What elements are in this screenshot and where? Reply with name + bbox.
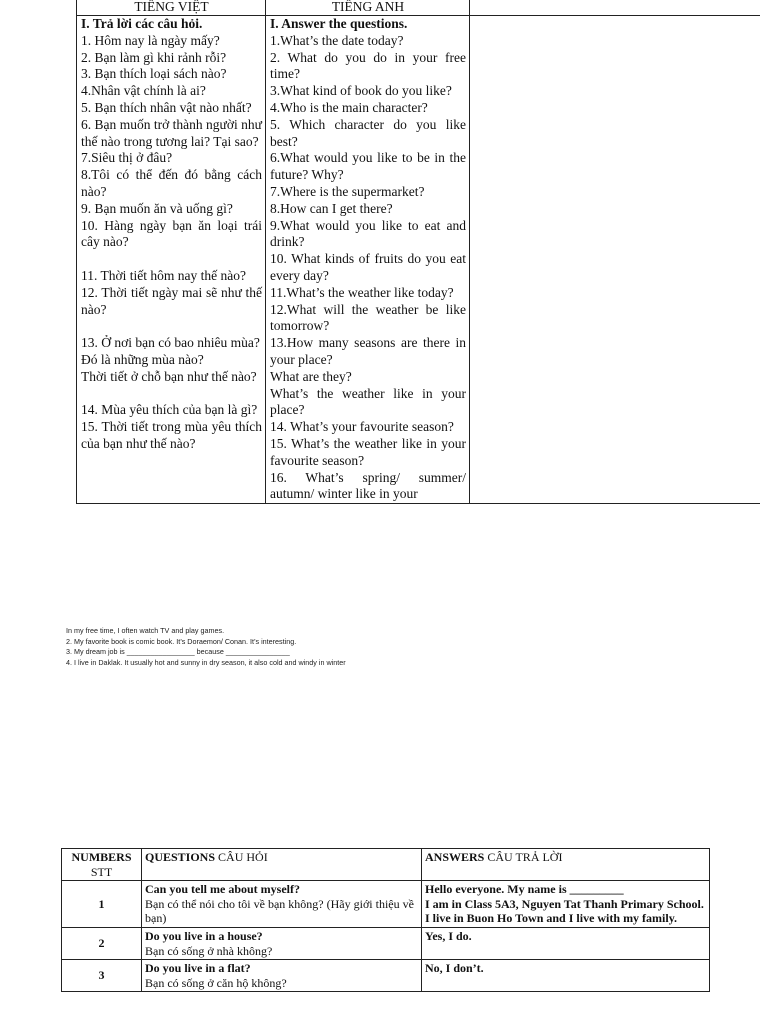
english-line: 4.Who is the main character? [270,99,428,115]
answer-cell [422,881,710,928]
header-vietnamese: TIẾNG VIỆT [77,0,266,16]
english-line: 2. What do you do in your free time? [270,49,466,82]
vietnamese-line: 5. Bạn thích nhân vật nào nhất? [81,99,252,115]
header-questions [142,849,422,881]
question-english: Can you tell me about myself? [145,882,300,897]
header-numbers-sub: STT [90,864,113,879]
header-questions-label: QUESTIONS [145,850,216,864]
empty-column [470,16,761,504]
header-numbers [62,849,142,881]
english-line: 16. What’s spring/ summer/ autumn/ winter like in your [270,469,466,502]
question-vietnamese: Bạn có sống ở căn hộ không? [145,975,287,990]
note-line: 4. I live in Daklak. It usually hot and sunny in dry season, it also cold and windy in winter [66,657,346,667]
english-line: 13.How many seasons are there in your place? [270,335,466,367]
question-vietnamese: Bạn có sống ở nhà không? [145,943,273,958]
vietnamese-line: 14. Mùa yêu thích của bạn là gì? [81,402,258,418]
table-header-row [77,0,761,16]
answer-cell [422,960,710,992]
vietnamese-line [81,251,262,268]
note-line: 3. My dream job is _________________ because ________________ [66,647,290,657]
header-answers-sub: CÂU TRẢ LỜI [484,850,563,864]
question-translation-table [76,0,760,504]
vietnamese-line: 11. Thời tiết hôm nay thế nào? [81,267,246,283]
vietnamese-column [77,16,266,504]
vietnamese-line [81,318,262,335]
answer-cell [422,927,710,959]
table-row [62,881,710,928]
answer-line: Hello everyone. My name is _________ [425,882,624,897]
table-row [62,960,710,992]
table-body-row [77,16,761,504]
vietnamese-line [81,386,262,403]
vietnamese-line: 6. Bạn muốn trở thành người như thế nào trong tương lai? Tại sao? [81,116,262,149]
note-line: 2. My favorite book is comic book. It’s Doraemon/ Conan. It’s interesting. [66,636,297,646]
table-row [62,927,710,959]
english-line: 7.Where is the supermarket? [270,183,425,199]
english-line: 12.What will the weather be like tomorrow? [270,301,466,334]
english-column [266,16,470,504]
english-line: 8.How can I get there? [270,200,393,216]
question-english: Do you live in a house? [145,928,263,943]
answer-line: No, I don’t. [425,961,484,976]
vietnamese-line: Đó là những mùa nào? [81,351,204,367]
header-empty [470,0,761,16]
english-line: 6.What would you like to be in the future? Why? [270,150,466,183]
header-answers-label: ANSWERS [425,850,485,864]
header-numbers-label: NUMBERS [71,850,132,864]
english-line: 1.What’s the date today? [270,32,404,48]
answer-line: I am in Class 5A3, Nguyen Tat Thanh Primary School. [425,896,704,911]
vietnamese-line: 3. Bạn thích loại sách nào? [81,66,227,82]
vietnamese-line: 4.Nhân vật chính là ai? [81,83,206,99]
answer-line: I live in Buon Ho Town and I live with my family. [425,911,678,926]
note-line: In my free time, I often watch TV and play games. [66,626,225,635]
questions-answers-table [61,848,710,992]
header-english: TIẾNG ANH [266,0,470,16]
question-english: Do you live in a flat? [145,961,251,976]
row-number: 3 [62,960,142,992]
header-questions-sub: CÂU HỎI [215,850,268,864]
vietnamese-line: 13. Ở nơi bạn có bao nhiêu mùa? [81,335,260,351]
header-answers [422,849,710,881]
vietnamese-line: 10. Hàng ngày bạn ăn loại trái cây nào? [81,217,262,250]
row-number: 1 [62,881,142,928]
question-cell [142,960,422,992]
vocabulary-table-top [76,0,760,543]
vietnamese-line: 2. Bạn làm gì khi rảnh rỗi? [81,49,227,65]
answer-line: Yes, I do. [425,928,472,943]
english-line: 14. What’s your favourite season? [270,419,454,435]
english-line: 10. What kinds of fruits do you eat every day? [270,251,466,283]
vietnamese-line: I. Trả lời các câu hỏi. [81,16,203,31]
english-line: 9.What would you like to eat and drink? [270,217,466,250]
english-line: 11.What’s the weather like today? [270,284,454,300]
vietnamese-line: 7.Siêu thị ở đâu? [81,150,173,166]
vietnamese-line: 12. Thời tiết ngày mai sẽ như thế nào? [81,284,262,317]
english-line: I. Answer the questions. [270,16,408,31]
question-cell [142,881,422,928]
english-line: 5. Which character do you like best? [270,116,466,149]
vietnamese-line: 8.Tôi có thể đến đó bằng cách nào? [81,167,262,199]
vietnamese-line: Thời tiết ở chỗ bạn như thế nào? [81,368,257,384]
row-number: 2 [62,927,142,959]
qa-header-row [62,849,710,881]
qa-table-wrap [61,848,709,992]
question-vietnamese: Bạn có thể nói cho tôi về bạn không? (Hãy giới thiệu về bạn) [145,896,414,926]
english-line: 3.What kind of book do you like? [270,83,452,99]
english-line: What’s the weather like in your place? [270,385,466,418]
english-line: What are they? [270,368,352,384]
vietnamese-line: 15. Thời tiết trong mùa yêu thích của bạn như thế nào? [81,419,262,451]
question-cell [142,927,422,959]
english-line: 15. What’s the weather like in your favourite season? [270,435,466,468]
vietnamese-line: 9. Bạn muốn ăn và uống gì? [81,200,233,216]
vietnamese-line: 1. Hôm nay là ngày mấy? [81,32,220,48]
sample-answers-notes [66,626,566,668]
